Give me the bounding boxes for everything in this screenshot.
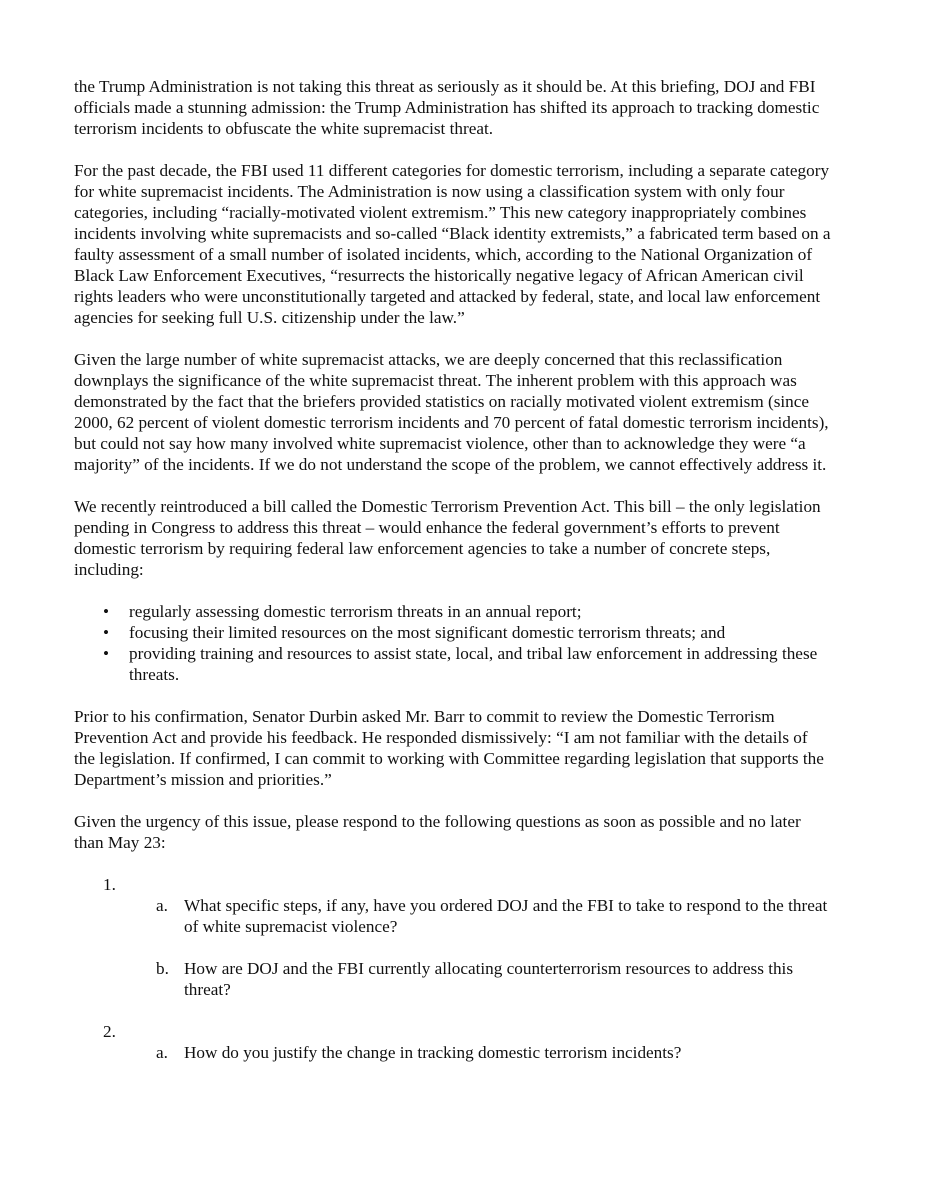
paragraph-urgency: Given the urgency of this issue, please respond to the following questions as soon as possible and no later than May 23: <box>74 812 801 852</box>
question-1b <box>74 958 831 1000</box>
question-letter: a. <box>156 1043 168 1062</box>
paragraph-reclassification: Given the large number of white supremacist attacks, we are deeply concerned that this reclassification downplays the significance of the white supremacist threat. The inherent problem with this approach was demonstrated by the fact that the briefers provided statistics on racially motivated violent extremism (since 2000, 62 percent of violent domestic terrorism incidents and 70 percent of fatal domestic terrorism incidents), but could not say how many involved white supremacist violence, other than to acknowledge they were “a majority” of the incidents. If we do not understand the scope of the problem, we cannot effectively address it. <box>74 350 829 474</box>
paragraph-confirmation: Prior to his confirmation, Senator Durbin asked Mr. Barr to commit to review the Domestic Terrorism Prevention Act and provide his feedback. He responded dismissively: “I am not familiar with the details of the legislation. If confirmed, I can commit to working with Committee regarding legislation that supports the Department’s mission and priorities.” <box>74 707 824 789</box>
question-text: What specific steps, if any, have you ordered DOJ and the FBI to take to respond to the threat of white supremacist violence? <box>184 896 828 936</box>
list-item: • providing training and resources to assist state, local, and tribal law enforcement in addressing these threats. <box>103 644 818 684</box>
question-text: How are DOJ and the FBI currently allocating counterterrorism resources to address this threat? <box>184 959 794 999</box>
question-number-1: 1. <box>103 875 116 894</box>
bullet-icon: • <box>103 644 110 663</box>
paragraph-bill: We recently reintroduced a bill called the Domestic Terrorism Prevention Act. This bill – the only legislation pending in Congress to address this threat – would enhance the federal government’s efforts to prevent domestic terrorism by requiring federal law enforcement agencies to take a number of concrete steps, including: <box>74 497 821 579</box>
question-text: How do you justify the change in tracking domestic terrorism incidents? <box>184 1043 682 1062</box>
question-letter: a. <box>156 896 168 915</box>
question-letter: b. <box>156 959 169 978</box>
bullet-icon: • <box>103 602 110 621</box>
paragraph-admission: the Trump Administration is not taking this threat as seriously as it should be. At this briefing, DOJ and FBI officials made a stunning admission: the Trump Administration has shifted its approach to tracking domestic terrorism incidents to obfuscate the white supremacist threat. <box>74 77 820 138</box>
question-number-2: 2. <box>103 1022 116 1041</box>
bullet-icon: • <box>103 623 110 642</box>
question-1a <box>74 895 831 937</box>
question-2a <box>74 1042 831 1063</box>
list-item: • regularly assessing domestic terrorism threats in an annual report; <box>103 602 582 621</box>
bullet-list <box>74 601 831 685</box>
list-item: • focusing their limited resources on the most significant domestic terrorism threats; and <box>103 623 726 642</box>
paragraph-categories: For the past decade, the FBI used 11 different categories for domestic terrorism, including a separate category for white supremacist incidents. The Administration is now using a classification system with only four categories, including “racially-motivated violent extremism.” This new category inappropriately combines incidents involving white supremacists and so-called “Black identity extremists,” a fabricated term based on a faulty assessment of a small number of isolated incidents, which, according to the National Organization of Black Law Enforcement Executives, “resurrects the historically negative legacy of African American civil rights leaders who were unconstitutionally targeted and attacked by federal, state, and local law enforcement agencies for seeking full U.S. citizenship under the law.” <box>74 161 831 327</box>
